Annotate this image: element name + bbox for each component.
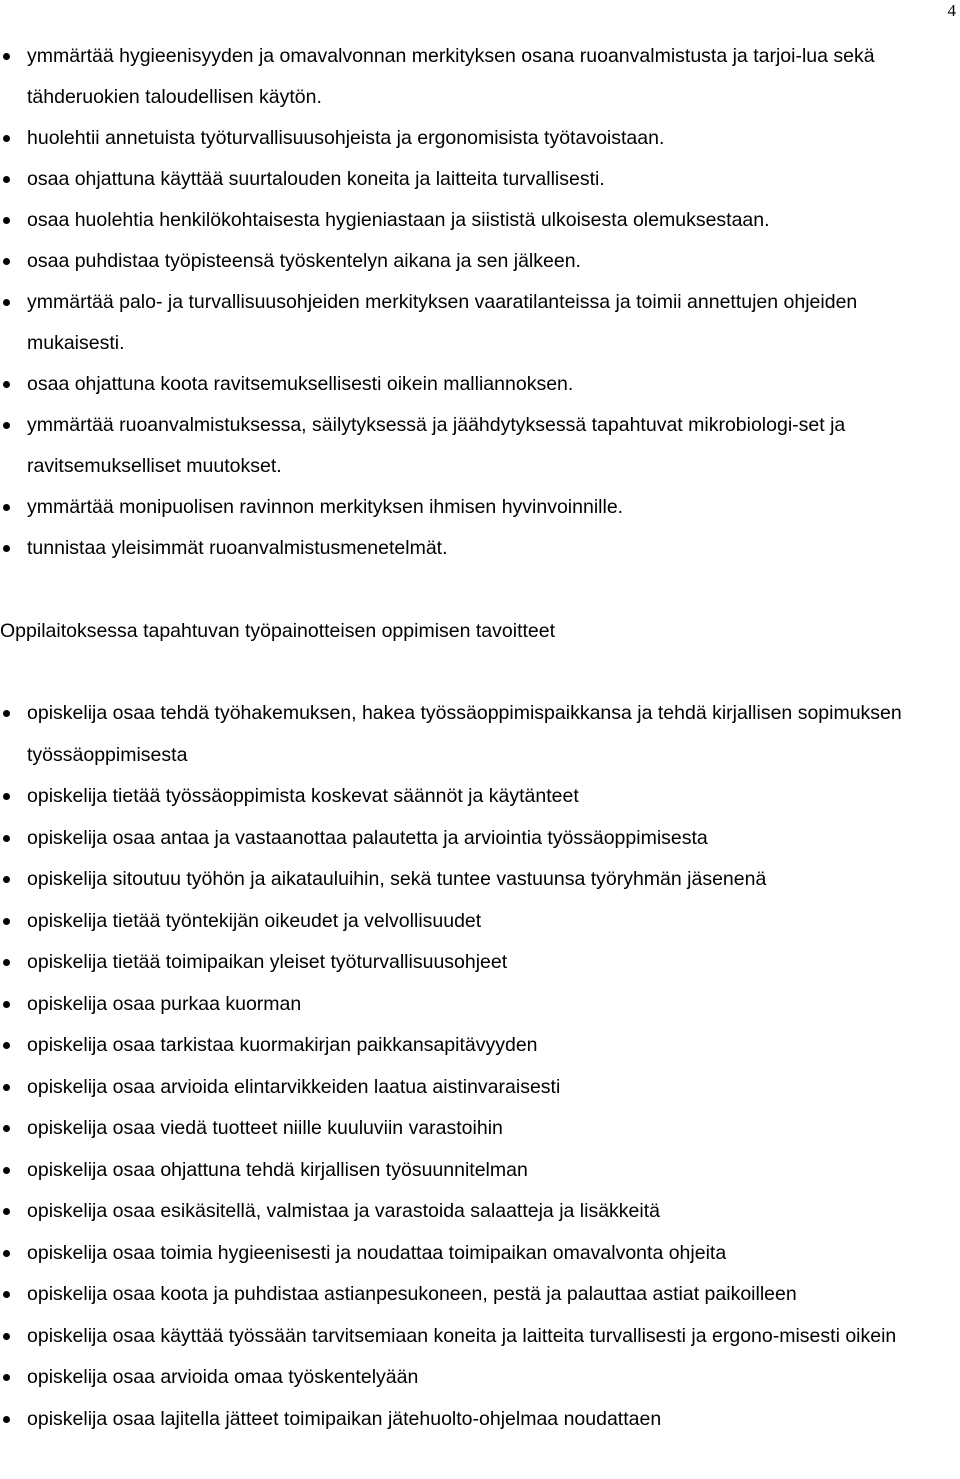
bullet-icon <box>3 258 10 265</box>
bullet-icon <box>3 504 10 511</box>
list-item-text: opiskelija osaa lajitella jätteet toimipaikan jätehuolto-ohjelmaa noudattaen <box>27 1407 662 1430</box>
bullet-icon <box>3 1001 10 1008</box>
list-item-text: tunnistaa yleisimmät ruoanvalmistusmenetelmät. <box>27 537 448 559</box>
list-item <box>0 487 950 528</box>
list-item <box>0 1025 952 1067</box>
list-item <box>0 1274 952 1316</box>
list-item-text: osaa ohjattuna koota ravitsemuksellisesti oikein malliannoksen. <box>27 373 574 395</box>
list-item-text: ymmärtää palo- ja turvallisuusohjeiden merkityksen vaaratilanteissa ja toimii annettujen ohjeiden mukaisesti. <box>27 291 858 354</box>
bullet-icon <box>3 1167 10 1174</box>
bullet-icon <box>3 217 10 224</box>
list-item <box>0 364 950 405</box>
list-item <box>0 405 950 487</box>
list-item-text: opiskelija osaa viedä tuotteet niille kuuluviin varastoihin <box>27 1117 503 1139</box>
bullet-icon <box>3 299 10 306</box>
list-item <box>0 1191 952 1233</box>
list-item <box>0 159 950 200</box>
list-item <box>0 282 950 364</box>
bullet-icon <box>3 1333 10 1340</box>
list-item-text: opiskelija osaa ohjattuna tehdä kirjallisen työsuunnitelman <box>27 1158 528 1181</box>
list-item <box>0 693 952 776</box>
list-item-text: opiskelija osaa käyttää työssään tarvitsemiaan koneita ja laitteita turvallisesti ja ergono-misesti oikein <box>27 1324 897 1347</box>
list-item <box>0 859 952 901</box>
list-item-text: opiskelija osaa arvioida elintarvikkeiden laatua aistinvaraisesti <box>27 1075 561 1098</box>
learning-goals-list <box>0 693 952 1440</box>
list-item-text: opiskelija osaa arvioida omaa työskentelyään <box>27 1366 419 1388</box>
bullet-icon <box>3 1291 10 1298</box>
bullet-icon <box>3 835 10 842</box>
bullet-icon <box>3 422 10 429</box>
bullet-icon <box>3 876 10 883</box>
list-item <box>0 1357 952 1399</box>
bullet-icon <box>3 959 10 966</box>
list-item-text: ymmärtää ruoanvalmistuksessa, säilytyksessä ja jäähdytyksessä tapahtuvat mikrobiologi-set ja ravitsemukselliset muutokset. <box>27 414 846 477</box>
bullet-icon <box>3 793 10 800</box>
bullet-icon <box>3 1042 10 1049</box>
bullet-icon <box>3 381 10 388</box>
list-item <box>0 528 950 569</box>
list-item <box>0 776 952 818</box>
bullet-icon <box>3 918 10 925</box>
list-item-text: opiskelija osaa antaa ja vastaanottaa palautetta ja arviointia työssäoppimisesta <box>27 826 708 849</box>
list-item-text: opiskelija osaa tarkistaa kuormakirjan paikkansapitävyyden <box>27 1034 538 1056</box>
list-item <box>0 984 952 1026</box>
list-item-text: osaa ohjattuna käyttää suurtalouden koneita ja laitteita turvallisesti. <box>27 168 605 190</box>
list-item-text: opiskelija osaa tehdä työhakemuksen, hakea työssäoppimispaikkansa ja tehdä kirjallisen sopimuksen työssäoppimisesta <box>27 702 902 766</box>
bullet-icon <box>3 1208 10 1215</box>
bullet-icon <box>3 1250 10 1257</box>
bullet-icon <box>3 1374 10 1381</box>
page-number: 4 <box>947 1 956 20</box>
list-item <box>0 901 952 943</box>
list-item-text: ymmärtää hygieenisyyden ja omavalvonnan merkityksen osana ruoanvalmistusta ja tarjoi-lua sekä tähderuokien taloudellisen käytön. <box>27 45 875 108</box>
bullet-icon <box>3 1125 10 1132</box>
list-item <box>0 1399 952 1441</box>
list-item <box>0 118 950 159</box>
bullet-icon <box>3 53 10 60</box>
list-item-text: opiskelija sitoutuu työhön ja aikatauluihin, sekä tuntee vastuunsa työryhmän jäsenenä <box>27 868 767 890</box>
bullet-icon <box>3 545 10 552</box>
list-item <box>0 36 950 118</box>
list-item <box>0 1067 952 1109</box>
list-item-text: ymmärtää monipuolisen ravinnon merkityksen ihmisen hyvinvoinnille. <box>27 496 624 518</box>
list-item-text: opiskelija osaa esikäsitellä, valmistaa ja varastoida salaatteja ja lisäkkeitä <box>27 1200 660 1222</box>
list-item-text: huolehtii annetuista työturvallisuusohjeista ja ergonomisista työtavoistaan. <box>27 127 665 149</box>
list-item <box>0 200 950 241</box>
bullet-icon <box>3 1416 10 1423</box>
list-item <box>0 1233 952 1275</box>
list-item <box>0 241 950 282</box>
section-heading: Oppilaitoksessa tapahtuvan työpainotteisen oppimisen tavoitteet <box>0 620 556 642</box>
list-item-text: opiskelija osaa toimia hygieenisesti ja noudattaa toimipaikan omavalvonta ohjeita <box>27 1241 727 1264</box>
bullet-icon <box>3 710 10 717</box>
bullet-icon <box>3 1084 10 1091</box>
list-item-text: opiskelija tietää työntekijän oikeudet ja velvollisuudet <box>27 909 482 932</box>
list-item-text: opiskelija osaa purkaa kuorman <box>27 992 302 1015</box>
list-item <box>0 1108 952 1150</box>
list-item-text: opiskelija osaa koota ja puhdistaa astianpesukoneen, pestä ja palauttaa astiat paikoilleen <box>27 1283 797 1305</box>
list-item <box>0 942 952 984</box>
list-item <box>0 818 952 860</box>
bullet-icon <box>3 135 10 142</box>
list-item-text: osaa puhdistaa työpisteensä työskentelyn aikana ja sen jälkeen. <box>27 250 581 272</box>
list-item-text: opiskelija tietää toimipaikan yleiset työturvallisuusohjeet <box>27 951 508 973</box>
competency-list <box>0 36 950 569</box>
list-item <box>0 1316 952 1358</box>
bullet-icon <box>3 176 10 183</box>
list-item <box>0 1150 952 1192</box>
list-item-text: osaa huolehtia henkilökohtaisesta hygieniastaan ja siististä ulkoisesta olemuksestaan. <box>27 209 770 231</box>
list-item-text: opiskelija tietää työssäoppimista koskevat säännöt ja käytänteet <box>27 785 579 807</box>
